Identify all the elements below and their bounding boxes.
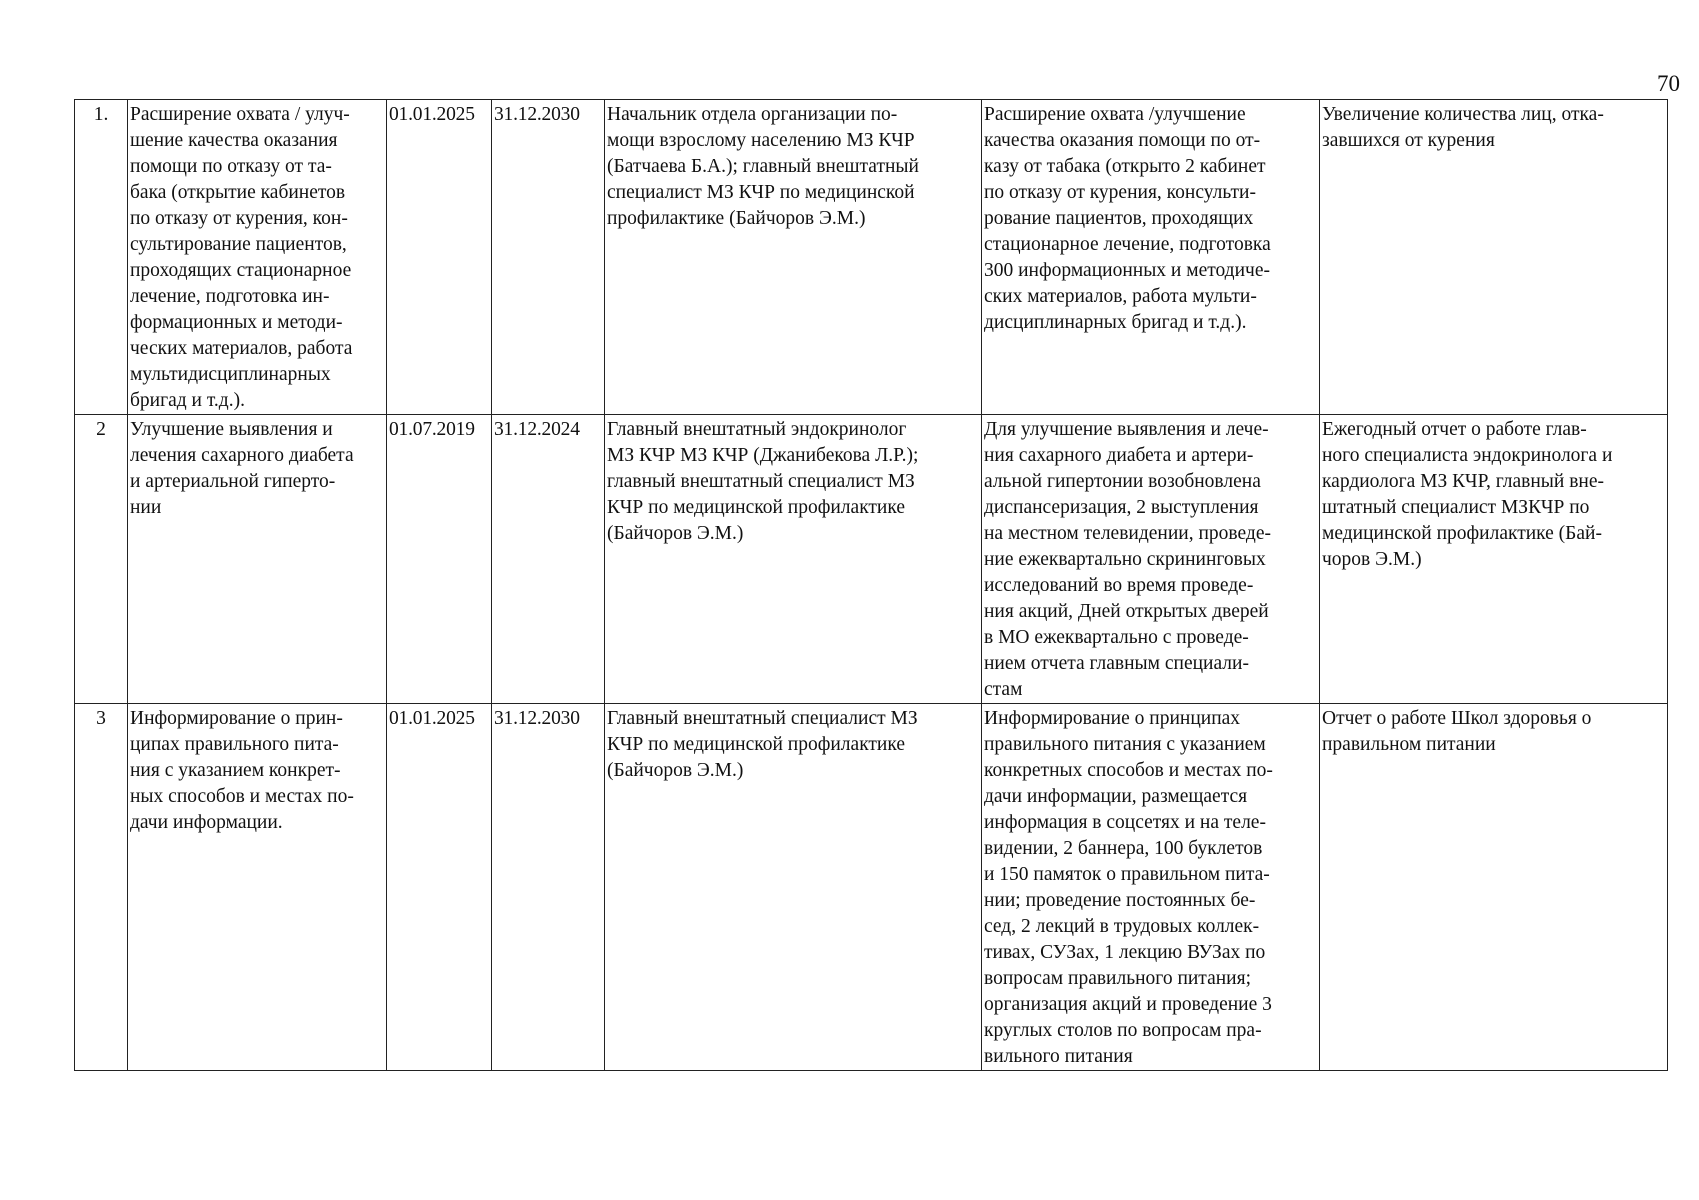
result-cell: Для улучшение выявления и лече- ния сахарного диабета и артери- альной гипертонии возобновлена диспансеризация, 2 выступления на местном телевидении, проведе- ние ежеквартально скрининговых исследований во время проведе- ния акций, Дней открытых дверей в МО ежеквартально с проведе- нием отчета главным специали- стам bbox=[982, 415, 1320, 704]
result-cell: Информирование о принципах правильного питания с указанием конкретных способов и местах по- дачи информации, размещается информация в соцсетях и на теле- видении, 2 баннера, 100 буклетов и 150 памяток о правильном пита- нии; проведение постоянных бе- сед, 2 лекций в трудовых коллек- тивах, СУЗах, 1 лекцию ВУЗах по вопросам правильного питания; организация акций и проведение 3 круглых столов по вопросам пра- вильного питания bbox=[982, 704, 1320, 1071]
start-date-cell: 01.01.2025 bbox=[387, 100, 492, 415]
row-number: 3 bbox=[75, 704, 128, 1071]
start-date-cell: 01.07.2019 bbox=[387, 415, 492, 704]
page-number: 70 bbox=[1657, 71, 1680, 96]
end-date-cell: 31.12.2030 bbox=[492, 100, 605, 415]
event-cell: Улучшение выявления и лечения сахарного диабета и артериальной гиперто- нии bbox=[128, 415, 387, 704]
responsible-cell: Главный внештатный специалист МЗ КЧР по медицинской профилактике (Байчоров Э.М.) bbox=[605, 704, 982, 1071]
responsible-cell: Главный внештатный эндокринолог МЗ КЧР МЗ КЧР (Джанибекова Л.Р.); главный внештатный специалист МЗ КЧР по медицинской профилактике (Байчоров Э.М.) bbox=[605, 415, 982, 704]
table-row bbox=[75, 704, 1668, 1071]
responsible-cell: Начальник отдела организации по- мощи взрослому населению МЗ КЧР (Батчаева Б.А.); главный внештатный специалист МЗ КЧР по медицинской профилактике (Байчоров Э.М.) bbox=[605, 100, 982, 415]
result-cell: Расширение охвата /улучшение качества оказания помощи по от- казу от табака (открыто 2 кабинет по отказу от курения, консульти- рование пациентов, проходящих стационарное лечение, подготовка 300 информационных и методиче- ских материалов, работа мульти- дисциплинарных бригад и т.д.). bbox=[982, 100, 1320, 415]
start-date-cell: 01.01.2025 bbox=[387, 704, 492, 1071]
table-row bbox=[75, 415, 1668, 704]
indicator-cell: Увеличение количества лиц, отка- завшихся от курения bbox=[1320, 100, 1668, 415]
end-date-cell: 31.12.2030 bbox=[492, 704, 605, 1071]
measures-table bbox=[74, 99, 1668, 1071]
indicator-cell: Отчет о работе Школ здоровья о правильном питании bbox=[1320, 704, 1668, 1071]
table-row bbox=[75, 100, 1668, 415]
row-number: 2 bbox=[75, 415, 128, 704]
row-number: 1. bbox=[75, 100, 128, 415]
event-cell: Информирование о прин- ципах правильного пита- ния с указанием конкрет- ных способов и местах по- дачи информации. bbox=[128, 704, 387, 1071]
event-cell: Расширение охвата / улуч- шение качества оказания помощи по отказу от та- бака (открытие кабинетов по отказу от курения, кон- сультирование пациентов, проходящих стационарное лечение, подготовка ин- формационных и методи- ческих материалов, работа мультидисциплинарных бригад и т.д.). bbox=[128, 100, 387, 415]
indicator-cell: Ежегодный отчет о работе глав- ного специалиста эндокринолога и кардиолога МЗ КЧР, главный вне- штатный специалист МЗКЧР по медицинской профилактике (Бай- чоров Э.М.) bbox=[1320, 415, 1668, 704]
end-date-cell: 31.12.2024 bbox=[492, 415, 605, 704]
